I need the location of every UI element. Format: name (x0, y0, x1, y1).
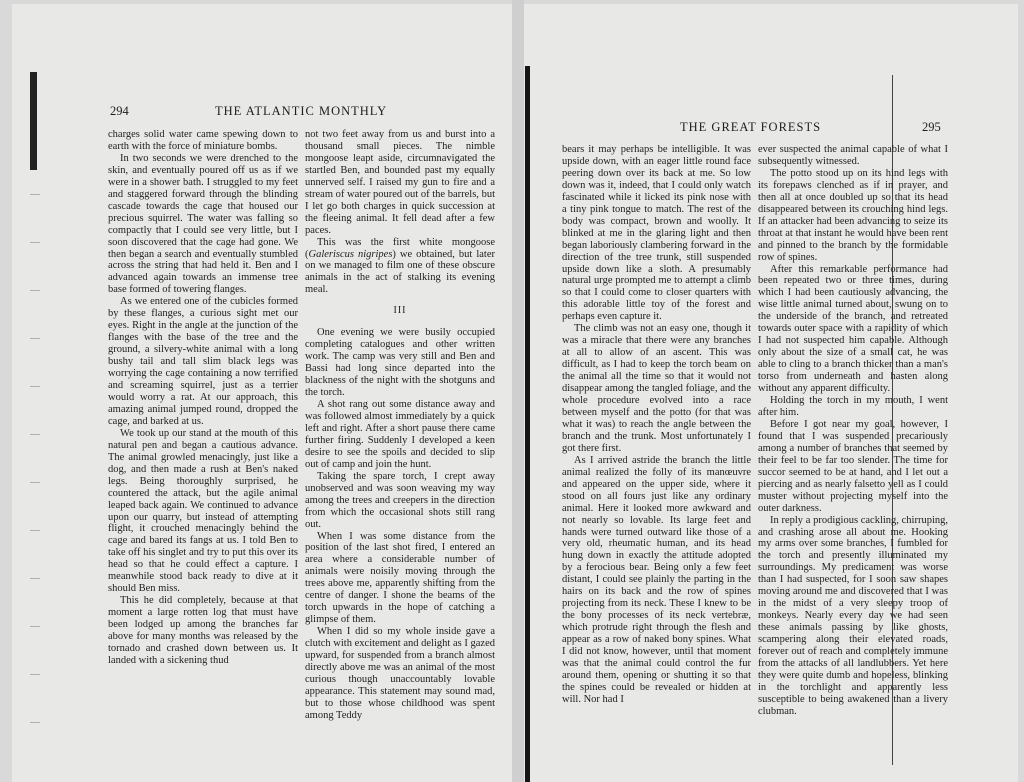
paragraph: not two feet away from us and burst into a thousand small pieces. The nimble mongoose leapt aside, circumnavigated the startled Ben, and bounded past my equally unnerved self. I raised my gun to fire and a stream of water poured out of the barrels, but I let go both charges in quick succession at the fleeing animal. It fell dead after a few paces. (305, 129, 495, 236)
paragraph: We took up our stand at the mouth of this natural pen and began a cautious advance. The animal growled menacingly, just like a dog, and then made a rush at Ben's naked legs. Being thoroughly surprised, he countered the attack, but the agile animal leaped back again. We continued to advance upon our quarry, but instead of attempting flight, it crouched menacingly behind the cage and bared its fangs at us. I told Ben to take off his singlet and try to put this over its head so that he could effect a capture. I meanwhile stood back ready to dive at it should Ben miss. (108, 427, 298, 595)
paragraph: Before I got near my goal, however, I found that I was suspended precariously among a number of branches that seemed by their feel to be far too slender. The time for succor seemed to be at hand, and I let out a piercing and as nearly falsetto yell as I could muster without projecting myself into the outer darkness. (758, 418, 948, 514)
text-run: This was the first white mongoose ( (305, 236, 495, 260)
left-column-1 (108, 129, 298, 773)
right-page-number: 295 (922, 120, 941, 134)
binding-edge-mark (30, 72, 37, 170)
paragraph: Holding the torch in my mouth, I went after him. (758, 395, 948, 418)
paragraph: When I was some distance from the position of the last shot fired, I entered an area where a considerable number of animals were noisily moving through the trees above me, apparently shifting from the centre of danger. I shone the beams of the torch upwards in the hope of catching a glimpse of them. (305, 530, 495, 626)
binding-edge-specks (30, 176, 40, 766)
gutter-shadow-bar (525, 66, 530, 782)
species-name: Galeriscus nigripes (308, 248, 393, 260)
left-page-number: 294 (110, 104, 129, 118)
text-run: ) we obtained, but later on we managed to film one of these obscure animals in the act of stalking its evening meal. (305, 248, 495, 296)
paragraph: As I arrived astride the branch the little animal realized the folly of its manœuvre and appeared on the upper side, where it stood on all fours just like any ordinary animal. Here it looked more awkward and not nearly so lovable. Its large feet and hands were turned outward like those of a very old, rheumatic human, and its head hung down in exactly the attitude adopted by a ferocious bear. Being only a few feet distant, I could see plainly the parting in the hairs on its back and the row of spines projecting from its neck. These I knew to be the bony processes of its neck vertebræ, which protrude right through the flesh and appear as a row of naked bony spines. What I did not know, however, until that moment was that the animal could control the fur around them, opening or shutting it so that the spines could be revealed or hidden at will. Nor had I (562, 454, 751, 705)
paragraph: charges solid water came spewing down to earth with the force of miniature bombs. (108, 129, 298, 152)
paragraph: bears it may perhaps be intelligible. It was upside down, with an eager little round face peering down over its back at me. So low down was it, indeed, that I could only watch fascinated while it licked its pink nose with a tiny pink tongue to match. The rest of the body was compact, brown and woolly. It blinked at me in the glaring light and then began laboriously clambering forward in the direction of the tree trunk, still suspended upside down like a sloth. A presumably natural urge prompted me to attempt a climb so that I could come to closer quarters with this adorable little toy of the forest and perhaps even capture it. (562, 144, 751, 323)
paragraph: Taking the spare torch, I crept away unobserved and was soon weaving my way among the trees and creepers in the direction from which the occasional shots still rang out. (305, 470, 495, 530)
paragraph: In two seconds we were drenched to the skin, and eventually poured off us as if we were in a shower bath. I struggled to my feet and staggered forward through the blinding cascade towards the cage that housed our precious squirrel. The water was falling so compactly that I could see very little, but I soon discovered that the cage had gone. We then began a search and eventually stumbled across the string that had held it. Ben and I advanced again towards an immense tree base formed of towering flanges. (108, 152, 298, 296)
paragraph: The climb was not an easy one, though it was a miracle that there were any branches at all to allow of an ascent. This was difficult, as I had to keep the torch beam on the animal all the time so that it would not disappear among the tangled foliage, and the whole procedure evolved into a race between myself and the potto (for that was what it was) to reach the angle between the branch and the trunk. Most unfortunately I got there first. (562, 323, 751, 454)
paragraph: After this remarkable performance had been repeated two or three times, during which I had been cautiously advancing, the wise little animal turned about, swung on to the underside of the branch, and retreated towards outer space with a rapidity of which I had not suspected him capable. Although only about the size of a small cat, he was able to cling to a branch thicker than a man's torso from underneath and hasten along without any apparent difficulty. (758, 263, 948, 395)
paragraph: The potto stood up on its hind legs with its forepaws clenched as if in prayer, and then all at once doubled up so that its head disappeared between its crouching hind legs. If an attacker had been advancing to seize its throat at that instant he would have been rent and pinned to the branch by the formidable row of spines. (758, 167, 948, 263)
paragraph-species (305, 237, 495, 297)
paragraph: ever suspected the animal capable of what I subsequently witnessed. (758, 144, 948, 167)
section-heading: III (393, 305, 407, 317)
paragraph: A shot rang out some distance away and was followed almost immediately by a quick left and right. After a short pause there came further firing. Suddenly I developed a keen desire to see the spoils and decided to slip out of camp and join the hunt. (305, 399, 495, 470)
book-gutter (512, 0, 524, 782)
paragraph: This he did completely, because at that moment a large rotten log that must have been lodged up among the branches far above for many months was released by the tornado and crashed down between us. It landed with a sickening thud (108, 595, 298, 666)
left-column-2 (305, 129, 495, 773)
paragraph: One evening we were busily occupied completing catalogues and other written work. The camp was very still and Ben and Bassi had long since departed into the blackness of the night with the shotguns and the torch. (305, 327, 495, 399)
right-column-1 (562, 144, 751, 776)
paragraph: As we entered one of the cubicles formed by these flanges, a curious sight met our eyes. Right in the angle at the junction of the flanges with the base of the tree and the ground, a silvery-white animal with a long bushy tail and tall slim black legs was worrying the cage containing a now terrified and screaming squirrel, just as a terrier would worry a rat. At our approach, this amazing animal jumped round, dropped the cage, and barked at us. (108, 296, 298, 427)
right-column-2 (758, 144, 948, 776)
paragraph: When I did so my whole inside gave a clutch with excitement and delight as I gazed upward, for suspended from a branch almost directly above me was an animal of the most curious though unaccountably lovable appearance. This statement may sound mad, but to those whose childhood was spent among Teddy (305, 626, 495, 721)
left-running-head: THE ATLANTIC MONTHLY (215, 104, 388, 118)
paragraph: In reply a prodigious cackling, chirruping, and crashing arose all about me. Hooking my arms over some branches, I fumbled for the torch and presently illuminated my surroundings. My predicament was worse than I had suspected, for I soon saw shapes moving around me and discovered that I was in the midst of a very sleepy troop of monkeys. Nearly every day we had seen these animals passing by like ghosts, scampering along their elevated roads, forever out of reach and completely immune from the attacks of all landlubbers. Yet here they were quite dumb and hopeless, blinking in the torchlight and apparently less susceptible to being awakened than a livery clubman. (758, 514, 948, 717)
right-running-head: THE GREAT FORESTS (680, 120, 822, 134)
